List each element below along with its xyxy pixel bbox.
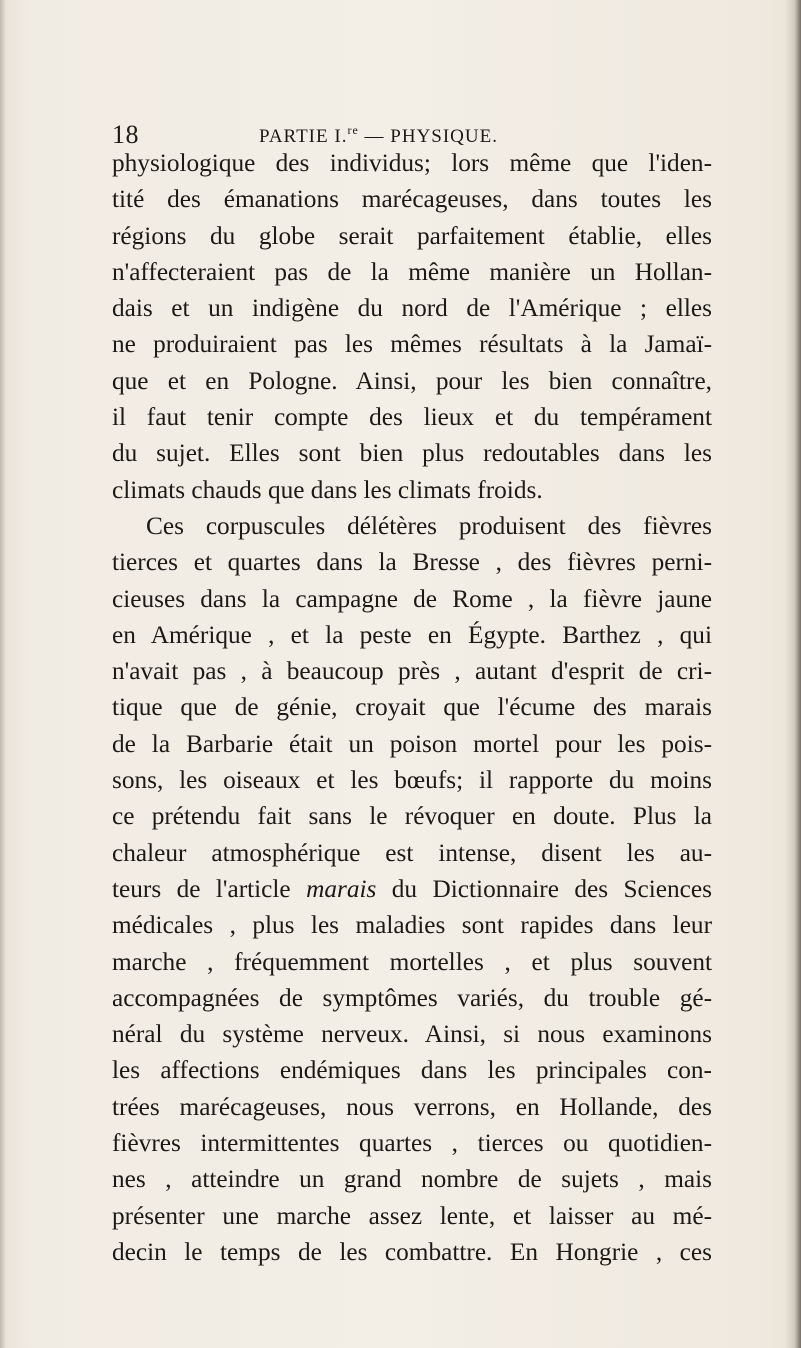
running-head-section: — PHYSIQUE. bbox=[358, 126, 498, 147]
text-line: du sujet. Elles sont bien plus redoutables dans les bbox=[112, 439, 712, 468]
text-line: il faut tenir compte des lieux et du tempérament bbox=[112, 403, 712, 432]
text-line: ne produiraient pas les mêmes résultats à la Jamaï- bbox=[112, 330, 712, 359]
text-line: tierces et quartes dans la Bresse , des fièvres perni- bbox=[112, 548, 712, 577]
text-line: climats chauds que dans les climats froids. bbox=[112, 475, 543, 504]
text-line: chaleur atmosphérique est intense, disent les au- bbox=[112, 838, 712, 867]
text-line: marche , fréquemment mortelles , et plus souvent bbox=[112, 947, 712, 976]
text-line: de la Barbarie était un poison mortel pour les pois- bbox=[112, 729, 712, 758]
text-line: présenter une marche assez lente, et laisser au mé- bbox=[112, 1201, 712, 1230]
text-line: decin le temps de les combattre. En Hongrie , ces bbox=[112, 1237, 712, 1266]
italic-term: marais bbox=[306, 874, 377, 903]
text-line: ce prétendu fait sans le révoquer en doute. Plus la bbox=[112, 802, 712, 831]
text-line: tité des émanations marécageuses, dans toutes les bbox=[112, 185, 712, 214]
text-line: dais et un indigène du nord de l'Amérique ; elles bbox=[112, 294, 712, 323]
text-line: en Amérique , et la peste en Égypte. Barthez , qui bbox=[112, 620, 712, 649]
text-line-paragraph-start: Ces corpuscules délétères produisent des fièvres bbox=[146, 511, 712, 540]
text-segment: du Dictionnaire des Sciences bbox=[376, 874, 712, 903]
running-head-part: PARTIE I. bbox=[259, 126, 348, 147]
running-head-superscript: re bbox=[347, 123, 359, 137]
text-line: les affections endémiques dans les principales con- bbox=[112, 1056, 712, 1085]
text-line: que et en Pologne. Ainsi, pour les bien connaître, bbox=[112, 366, 712, 395]
text-line: physiologique des individus; lors même que l'iden- bbox=[112, 149, 712, 177]
text-line: sons, les oiseaux et les bœufs; il rapporte du moins bbox=[112, 766, 712, 795]
text-line: cieuses dans la campagne de Rome , la fièvre jaune bbox=[112, 584, 712, 613]
page-number: 18 bbox=[112, 120, 139, 149]
text-line: fièvres intermittentes quartes , tierces ou quotidien- bbox=[112, 1129, 712, 1158]
text-line-mixed bbox=[112, 871, 712, 907]
text-line: médicales , plus les maladies sont rapides dans leur bbox=[112, 911, 712, 940]
text-line: régions du globe serait parfaitement établie, elles bbox=[112, 221, 712, 250]
text-line: n'avait pas , à beaucoup près , autant d'esprit de cri- bbox=[112, 657, 712, 686]
text-line: trées marécageuses, nous verrons, en Hollande, des bbox=[112, 1092, 712, 1121]
text-line: n'affecteraient pas de la même manière un Hollan- bbox=[112, 257, 712, 286]
text-line: accompagnées de symptômes variés, du trouble gé- bbox=[112, 983, 712, 1012]
text-segment: teurs de l'article bbox=[112, 874, 307, 903]
page-binding-shadow bbox=[785, 0, 801, 1348]
page-left-edge bbox=[0, 0, 6, 1348]
text-line: tique que de génie, croyait que l'écume des marais bbox=[112, 693, 712, 722]
text-line: nes , atteindre un grand nombre de sujets , mais bbox=[112, 1165, 712, 1194]
text-line: néral du système nerveux. Ainsi, si nous examinons bbox=[112, 1020, 712, 1049]
body-text bbox=[112, 145, 712, 1270]
